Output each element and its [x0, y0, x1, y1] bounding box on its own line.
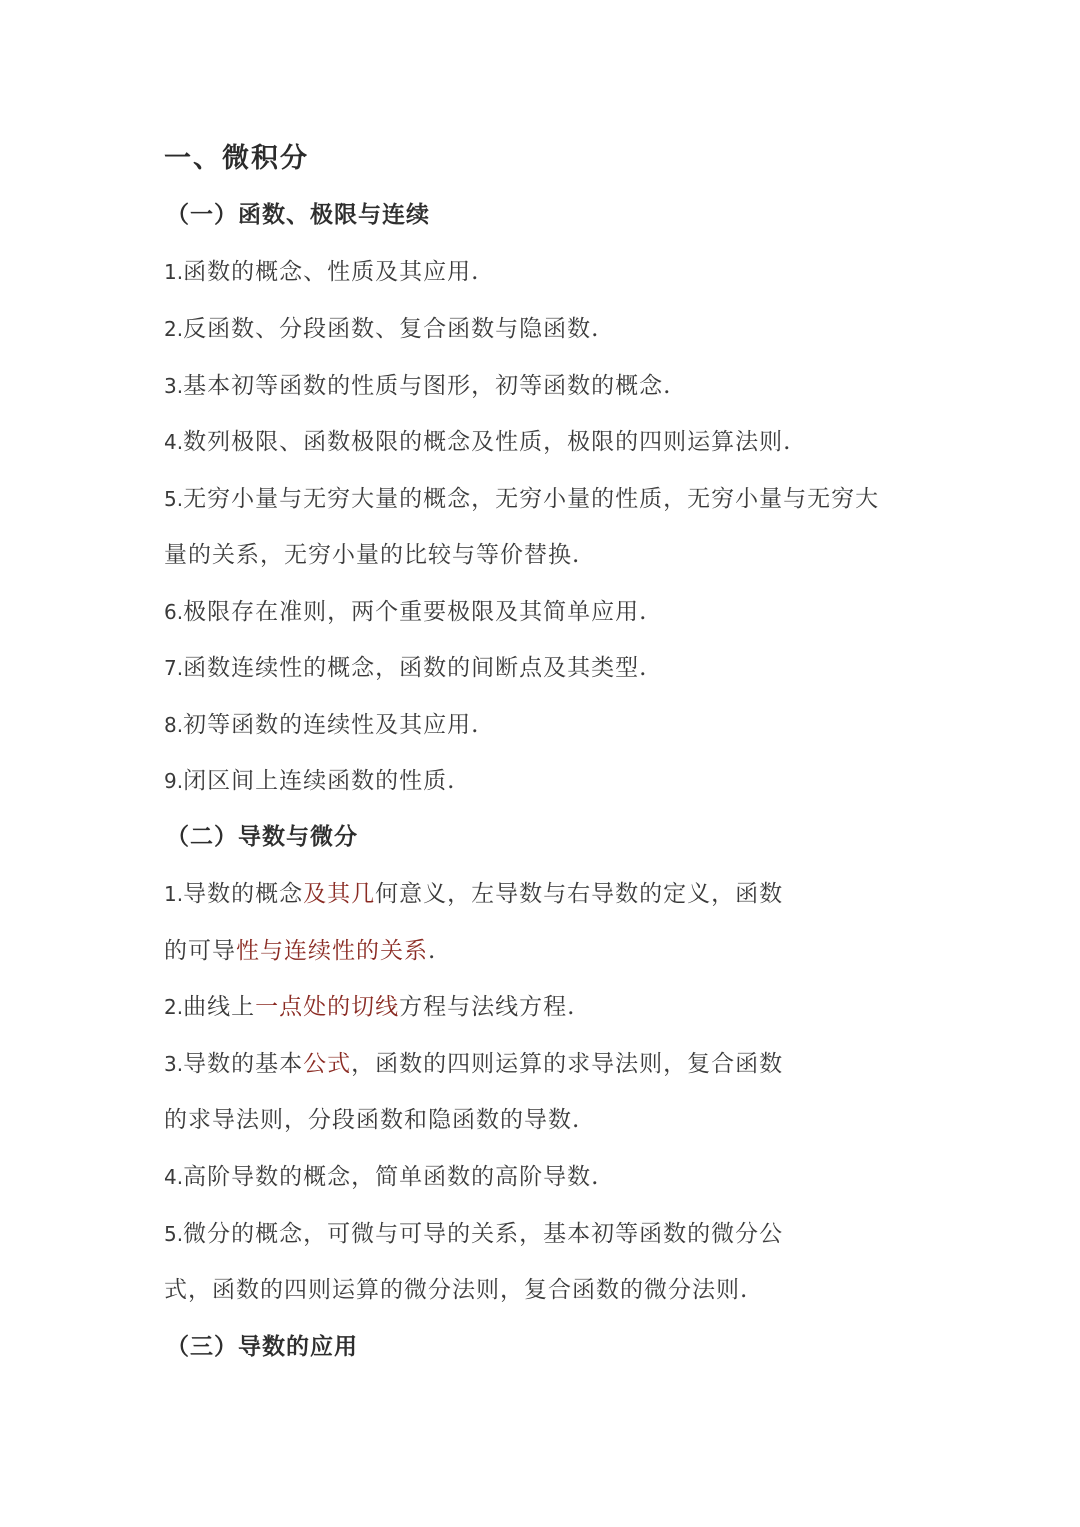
subsection-title: （二）导数与微分 — [166, 823, 358, 850]
item-number: 3. — [164, 374, 184, 398]
subsection-title: （一）函数、极限与连续 — [166, 201, 430, 228]
subsection-title: （三）导数的应用 — [166, 1333, 358, 1360]
item-text: 方程与法线方程. — [399, 994, 576, 1020]
list-item — [164, 766, 455, 796]
item-text: 的可导 — [164, 938, 236, 964]
item-text: 函数连续性的概念，函数的间断点及其类型. — [183, 655, 648, 681]
list-item-continuation: 量的关系，无穷小量的比较与等价替换. — [164, 542, 581, 568]
list-item — [164, 427, 791, 457]
list-item-continuation — [164, 936, 436, 966]
section-title: 一、微积分 — [164, 143, 309, 174]
list-item — [164, 1049, 783, 1079]
item-text: 微分的概念，可微与可导的关系，基本初等函数的微分公 — [183, 1221, 784, 1247]
item-number: 2. — [164, 995, 184, 1019]
item-number: 2. — [164, 317, 184, 341]
list-item — [164, 484, 879, 514]
item-number: 5. — [164, 1222, 184, 1246]
item-number: 1. — [164, 882, 184, 906]
item-text: 反函数、分段函数、复合函数与隐函数. — [183, 316, 600, 342]
item-text: ，函数的四则运算的求导法则，复合函数 — [351, 1051, 784, 1077]
item-number: 8. — [164, 713, 184, 737]
item-text-highlight: 性与连续性的关系 — [236, 938, 428, 964]
item-text: 高阶导数的概念，简单函数的高阶导数. — [183, 1164, 600, 1190]
item-number: 3. — [164, 1052, 184, 1076]
item-text: 极限存在准则，两个重要极限及其简单应用. — [183, 599, 648, 625]
item-number: 6. — [164, 600, 184, 624]
item-text: 曲线上 — [183, 994, 256, 1020]
list-item — [164, 257, 479, 287]
list-item — [164, 371, 671, 401]
list-item-continuation: 的求导法则，分段函数和隐函数的导数. — [164, 1107, 581, 1133]
item-text: 导数的概念 — [183, 881, 304, 907]
item-number: 1. — [164, 260, 184, 284]
item-text: 基本初等函数的性质与图形，初等函数的概念. — [183, 373, 672, 399]
list-item — [164, 1219, 783, 1249]
item-number: 5. — [164, 487, 184, 511]
item-text-highlight: 公式 — [303, 1051, 352, 1077]
list-item — [164, 710, 479, 740]
list-item — [164, 879, 783, 909]
item-text: . — [428, 938, 437, 964]
item-text: 数列极限、函数极限的概念及性质，极限的四则运算法则. — [183, 429, 792, 455]
list-item — [164, 653, 647, 683]
item-number: 4. — [164, 1165, 184, 1189]
item-number: 4. — [164, 430, 184, 454]
item-text: 无穷小量与无穷大量的概念，无穷小量的性质，无穷小量与无穷大 — [183, 486, 880, 512]
item-number: 7. — [164, 656, 184, 680]
item-text: 何意义，左导数与右导数的定义，函数 — [375, 881, 784, 907]
item-text-highlight: 及其几 — [303, 881, 376, 907]
list-item — [164, 1162, 599, 1192]
list-item — [164, 992, 575, 1022]
item-text: 导数的基本 — [183, 1051, 304, 1077]
item-text: 闭区间上连续函数的性质. — [183, 768, 456, 794]
item-text: 函数的概念、性质及其应用. — [183, 259, 480, 285]
list-item-continuation: 式，函数的四则运算的微分法则，复合函数的微分法则. — [164, 1277, 749, 1303]
list-item — [164, 314, 599, 344]
item-text-highlight: 一点处的切线 — [255, 994, 400, 1020]
item-number: 9. — [164, 769, 184, 793]
list-item — [164, 597, 647, 627]
item-text: 初等函数的连续性及其应用. — [183, 712, 480, 738]
